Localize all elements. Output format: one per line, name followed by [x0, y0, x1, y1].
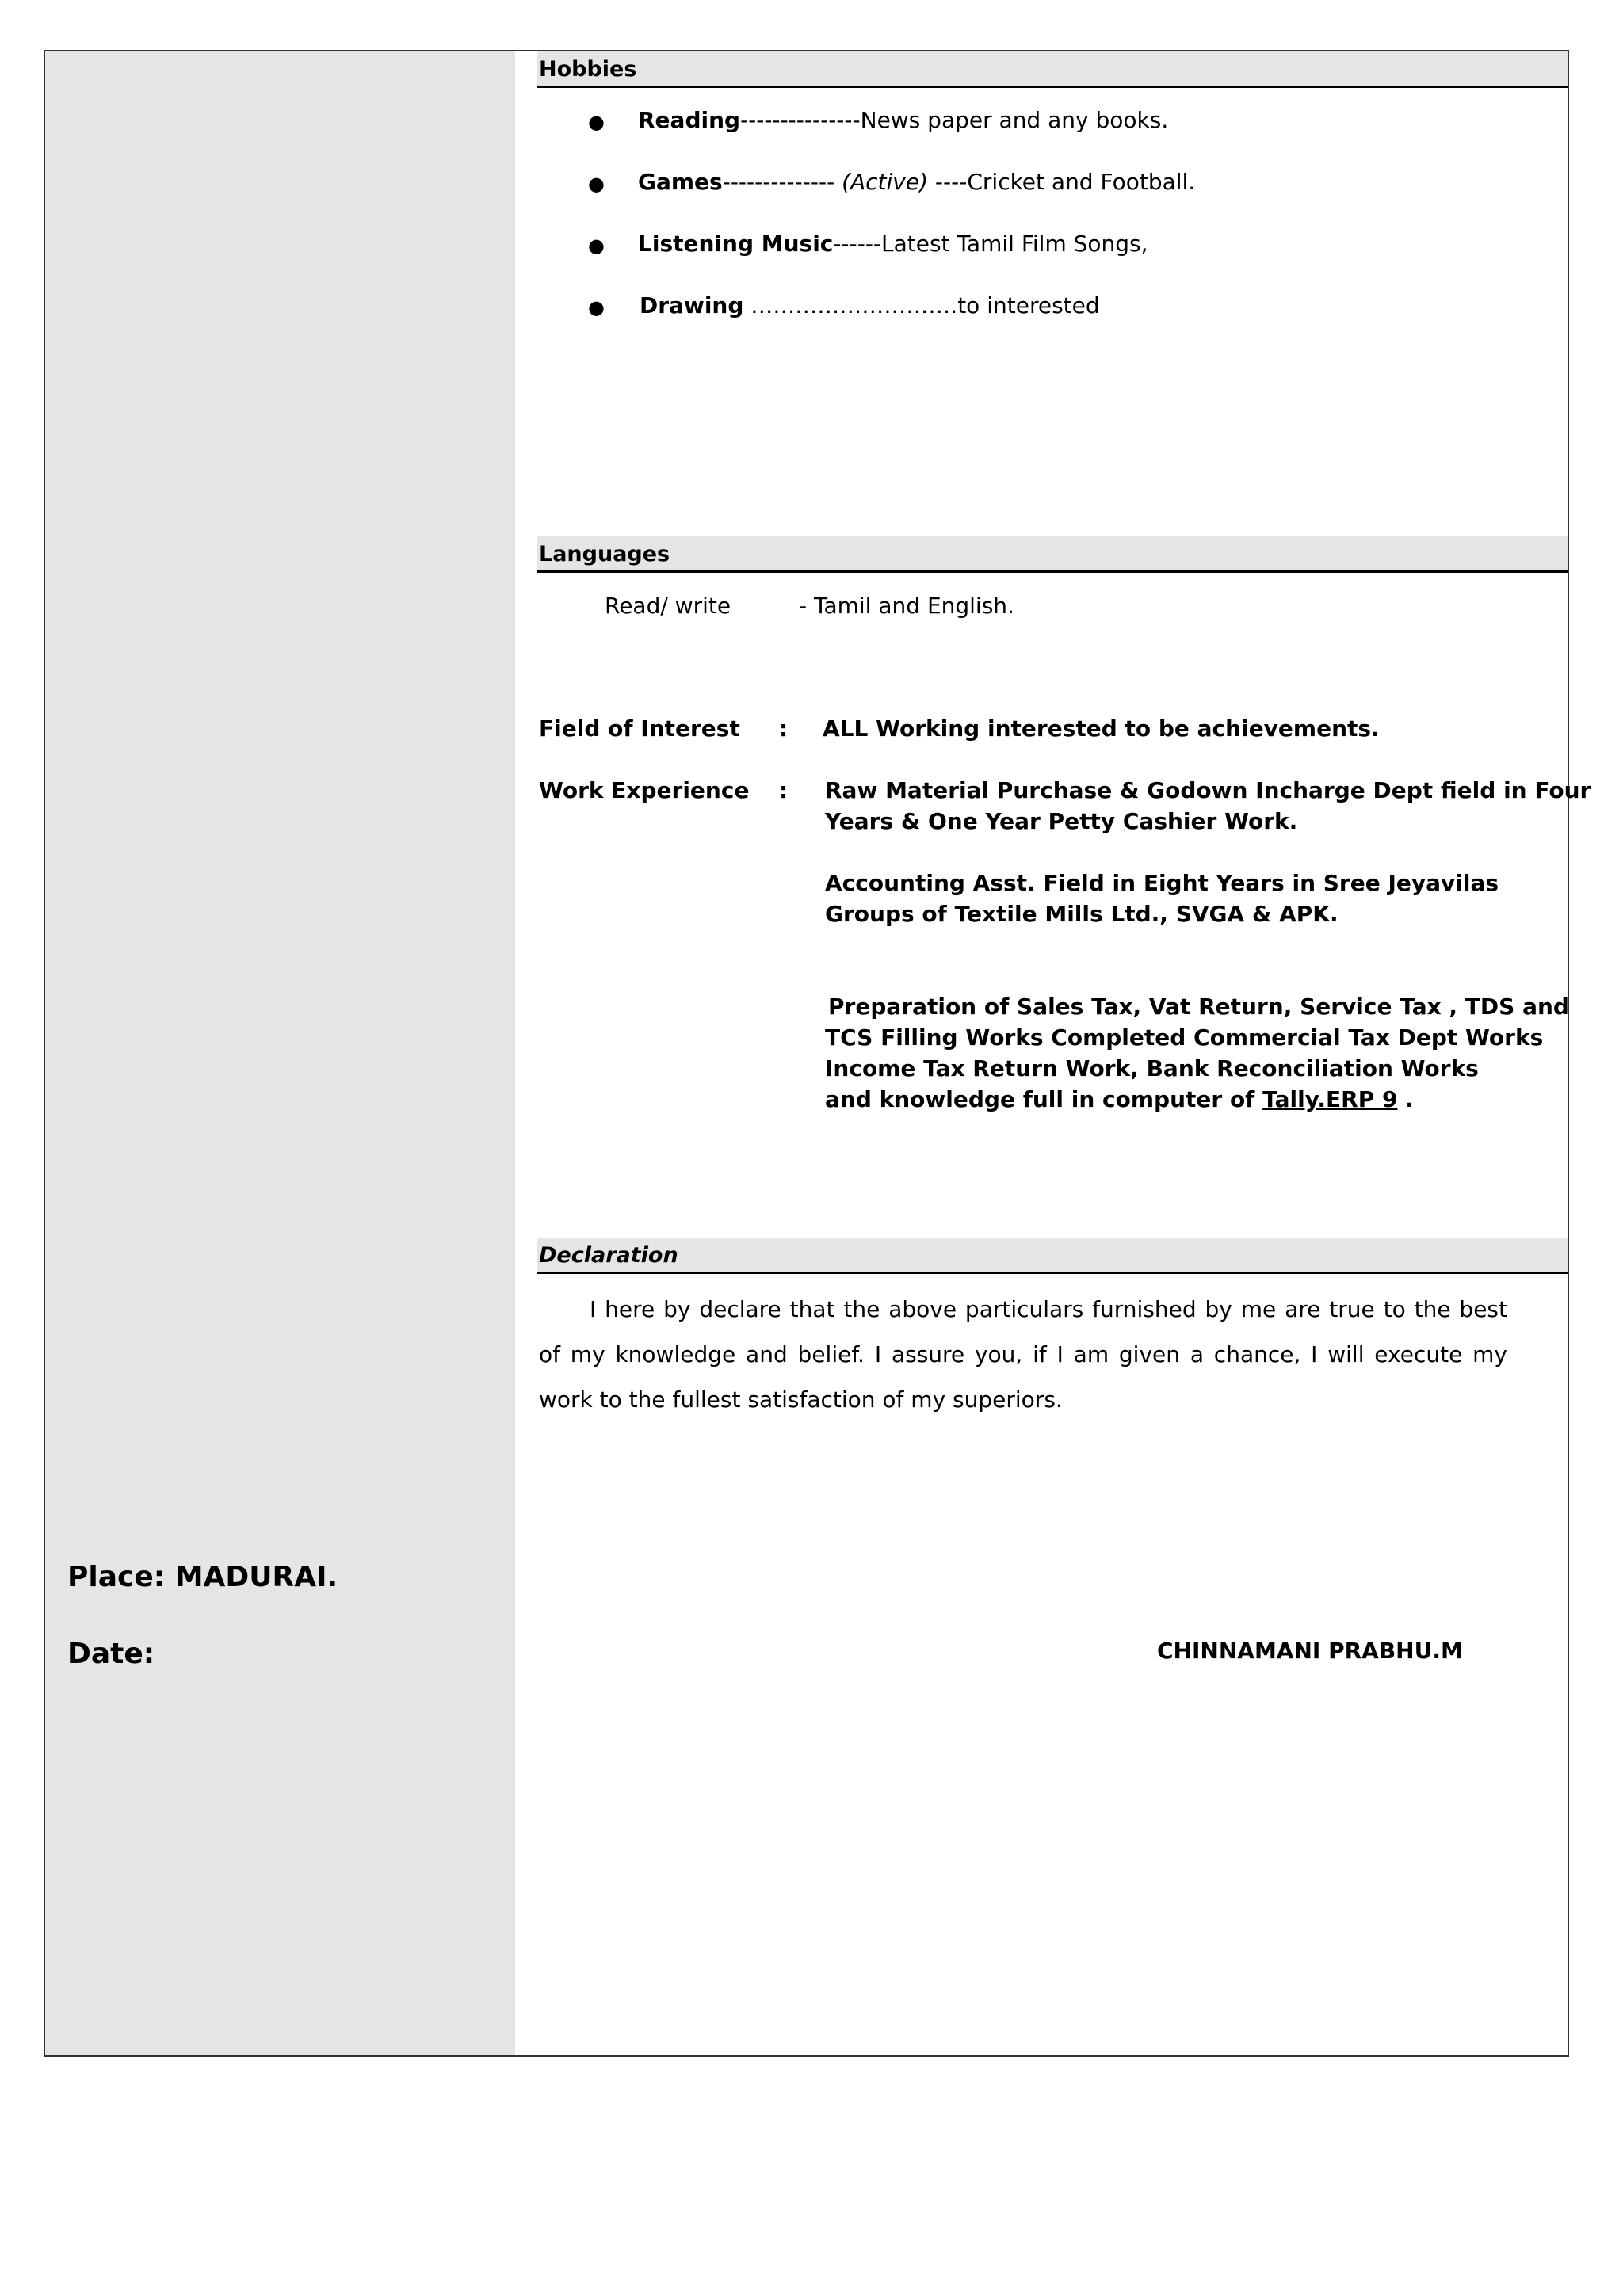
signature-name: CHINNAMANI PRABHU.M [1157, 1638, 1463, 1664]
date: Date: [67, 1638, 155, 1670]
work-experience-line: Accounting Asst. Field in Eight Years in Sree Jeyavilas [825, 870, 1499, 896]
languages-header [537, 536, 1568, 573]
field-of-interest-label: Field of Interest [539, 715, 740, 742]
work-experience-line: Raw Material Purchase & Godown Incharge Dept field in Four [825, 777, 1591, 803]
hobby-label: Reading [638, 107, 741, 133]
work-experience-line: Preparation of Sales Tax, Vat Return, Service Tax , TDS and [828, 994, 1569, 1020]
hobby-detail: ----Cricket and Football. [928, 169, 1196, 195]
page-border [44, 50, 1569, 2057]
field-of-interest-colon: : [779, 715, 789, 742]
hobby-dashes: ………………………. [743, 292, 958, 318]
languages-title: Languages [539, 542, 670, 566]
bullet-icon: ● [588, 111, 605, 133]
bullet-icon: ● [588, 173, 605, 195]
work-experience-line: and knowledge full in computer of [825, 1086, 1263, 1112]
end-mark: . [1397, 1086, 1414, 1112]
hobby-emphasis: (Active) [842, 169, 929, 195]
work-experience-line: Years & One Year Petty Cashier Work. [825, 808, 1298, 834]
hobby-dashes: --------------- [740, 107, 861, 133]
work-experience-colon: : [779, 777, 789, 803]
language-value: - Tamil and English. [799, 593, 1014, 619]
language-mode: Read/ write [605, 593, 731, 619]
hobby-dashes: -------------- [722, 169, 842, 195]
hobby-item-music [638, 231, 1148, 257]
work-experience-line: TCS Filling Works Completed Commercial Tax Dept Works [825, 1024, 1544, 1051]
hobby-item-reading [638, 107, 1168, 133]
bullet-icon: ● [588, 235, 605, 257]
work-experience-line-last [825, 1086, 1414, 1112]
hobby-detail: to interested [957, 292, 1100, 318]
declaration-title: Declaration [539, 1243, 678, 1268]
bullet-icon: ● [588, 296, 605, 318]
place: Place: MADURAI. [67, 1561, 338, 1593]
hobbies-header [537, 51, 1568, 88]
work-experience-line: Groups of Textile Mills Ltd., SVGA & APK. [825, 901, 1338, 927]
hobby-detail: News paper and any books. [860, 107, 1169, 133]
hobbies-title: Hobbies [539, 57, 637, 82]
work-experience-label: Work Experience [539, 777, 750, 803]
hobby-item-drawing [640, 292, 1100, 318]
software-name: Tally.ERP 9 [1262, 1086, 1398, 1112]
hobby-label: Listening Music [638, 231, 834, 257]
hobby-detail: Latest Tamil Film Songs, [881, 231, 1148, 257]
hobby-item-games [638, 169, 1195, 195]
declaration-header [537, 1238, 1568, 1274]
declaration-text: I here by declare that the above particulars furnished by me are true to the best of my knowledge and belief. I assure you, if I am given a chance, I will execute my work to the fullest satisfaction of my superiors. [539, 1296, 1507, 1413]
work-experience-line: Income Tax Return Work, Bank Reconciliation Works [825, 1055, 1479, 1081]
hobby-dashes: ------ [833, 231, 882, 257]
field-of-interest-value: ALL Working interested to be achievements. [823, 715, 1380, 742]
hobby-label: Games [638, 169, 723, 195]
hobby-label: Drawing [640, 292, 744, 318]
